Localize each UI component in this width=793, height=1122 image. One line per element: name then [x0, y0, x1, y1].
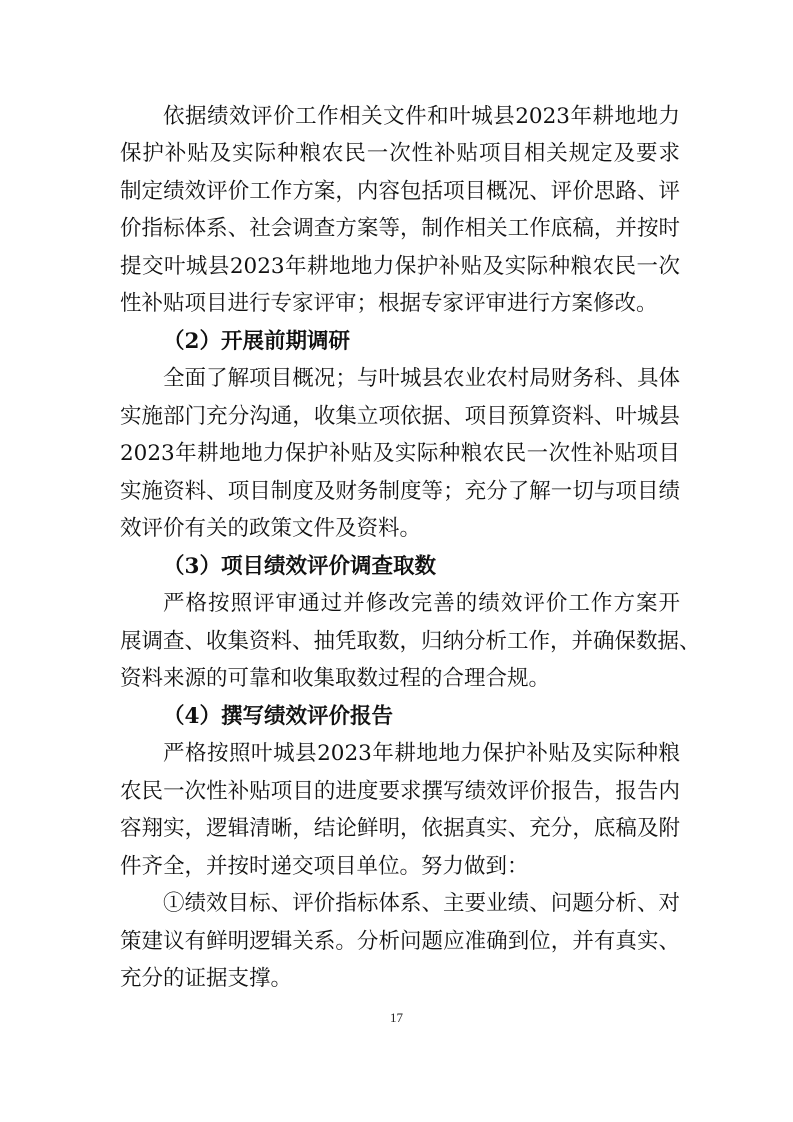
paragraph-line: 容翔实，逻辑清晰，结论鲜明，依据真实、充分，底稿及附: [120, 816, 680, 841]
paragraph-line: 价指标体系、社会调查方案等，制作相关工作底稿，并按时: [120, 216, 680, 241]
paragraph-line: 实施资料、项目制度及财务制度等；充分了解一切与项目绩: [120, 479, 680, 504]
paragraph-line: 保护补贴及实际种粮农民一次性补贴项目相关规定及要求: [120, 141, 680, 166]
paragraph-line: 严格按照评审通过并修改完善的绩效评价工作方案开: [163, 591, 680, 616]
paragraph-line: 农民一次性补贴项目的进度要求撰写绩效评价报告，报告内: [120, 779, 680, 804]
paragraph-line: 制定绩效评价工作方案，内容包括项目概况、评价思路、评: [120, 179, 680, 204]
paragraph-line: 依据绩效评价工作相关文件和叶城县2023年耕地地力: [163, 104, 680, 129]
paragraph-line: 2023年耕地地力保护补贴及实际种粮农民一次性补贴项目: [120, 441, 680, 466]
section-heading: （4）撰写绩效评价报告: [163, 704, 393, 729]
page-number: 17: [390, 1010, 403, 1025]
paragraph-line: 充分的证据支撑。: [120, 966, 293, 991]
paragraph-line: 策建议有鲜明逻辑关系。分析问题应准确到位，并有真实、: [120, 929, 680, 954]
paragraph-line: 全面了解项目概况；与叶城县农业农村局财务科、具体: [163, 366, 680, 391]
paragraph-line: 资料来源的可靠和收集取数过程的合理合规。: [120, 666, 551, 691]
paragraph-line: 性补贴项目进行专家评审；根据专家评审进行方案修改。: [120, 291, 658, 316]
section-heading: （3）项目绩效评价调查取数: [163, 554, 436, 579]
paragraph-line: 提交叶城县2023年耕地地力保护补贴及实际种粮农民一次: [120, 254, 680, 279]
paragraph-line: ①绩效目标、评价指标体系、主要业绩、问题分析、对: [163, 891, 680, 916]
paragraph-line: 效评价有关的政策文件及资料。: [120, 516, 422, 541]
paragraph-line: 实施部门充分沟通，收集立项依据、项目预算资料、叶城县: [120, 404, 680, 429]
paragraph-line: 件齐全，并按时递交项目单位。努力做到：: [120, 854, 529, 879]
section-heading: （2）开展前期调研: [163, 329, 350, 354]
paragraph-line: 展调查、收集资料、抽凭取数，归纳分析工作，并确保数据、: [120, 629, 701, 654]
paragraph-line: 严格按照叶城县2023年耕地地力保护补贴及实际种粮: [163, 741, 680, 766]
